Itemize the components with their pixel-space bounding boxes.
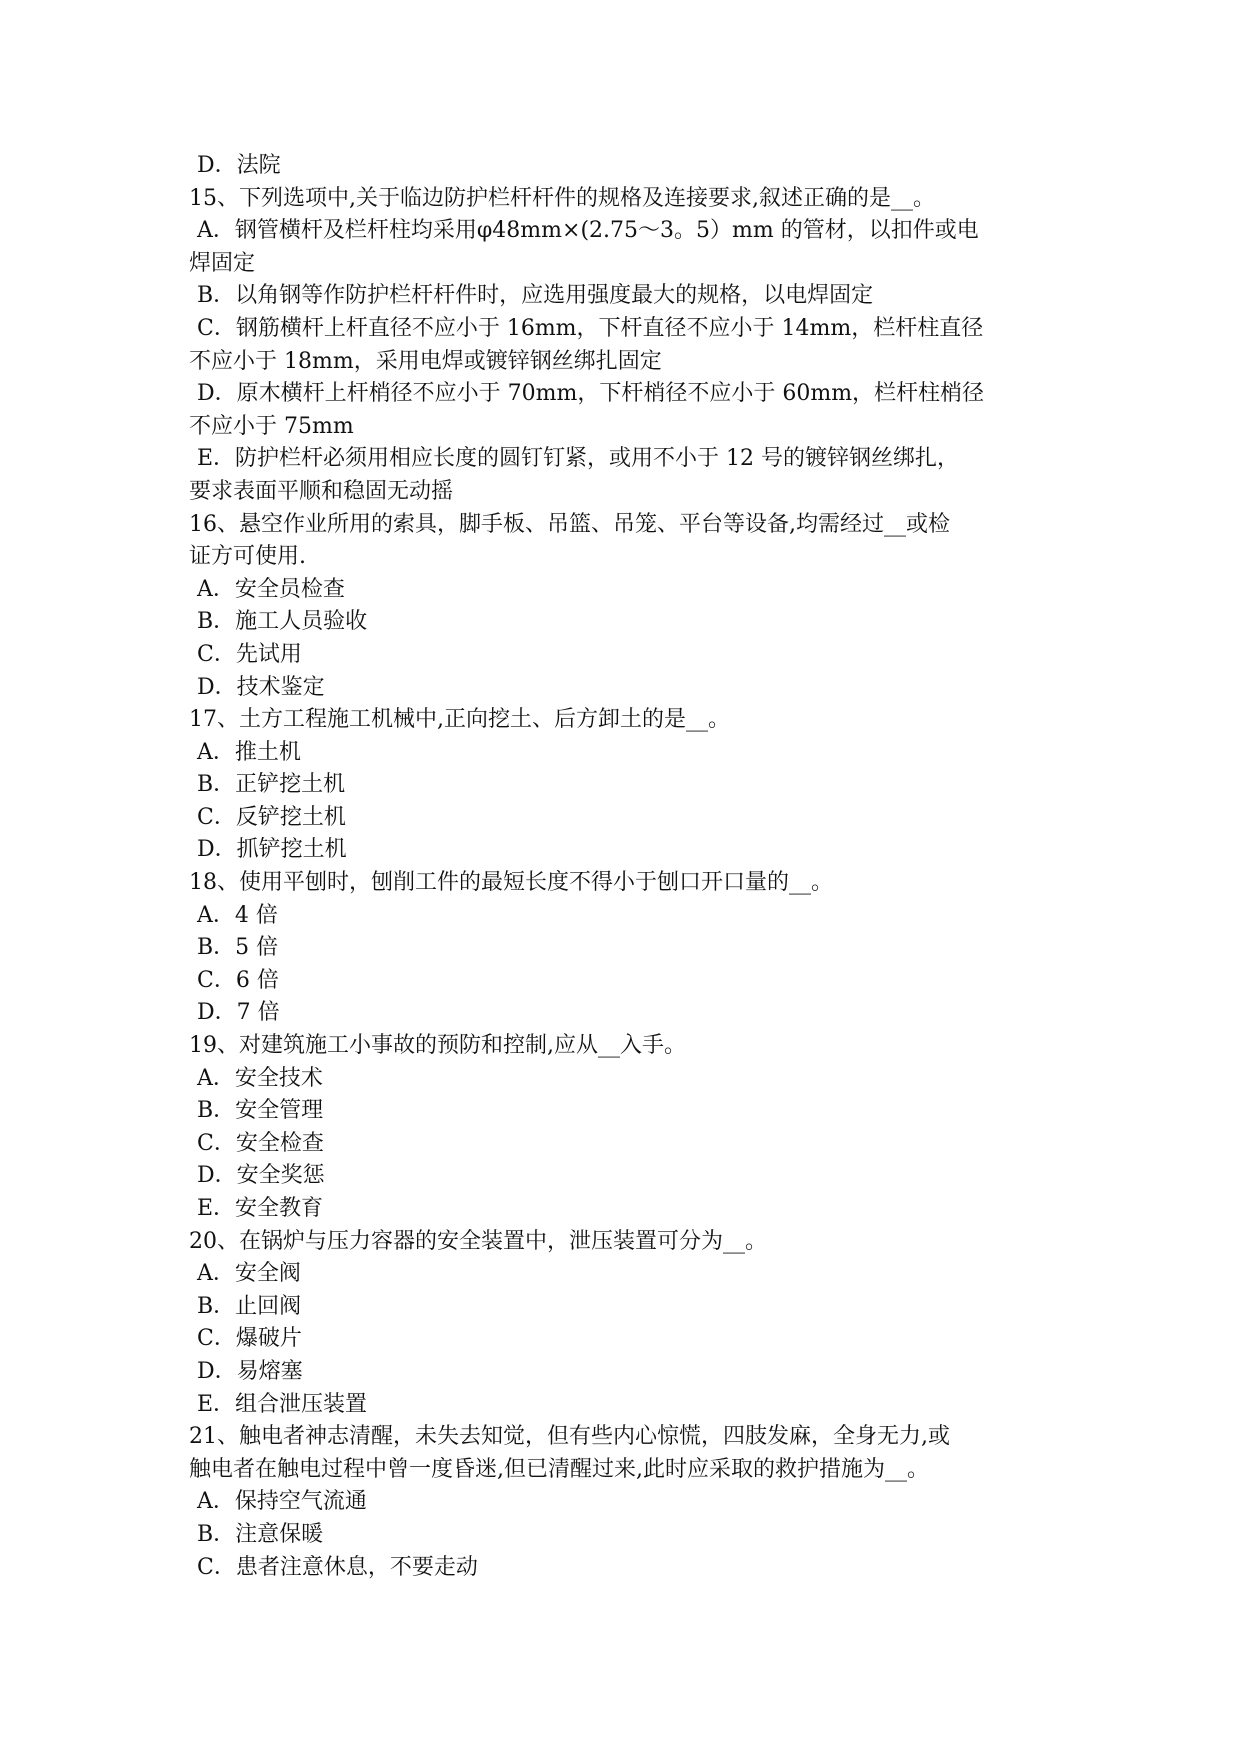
option-line: C．6 倍: [197, 967, 279, 993]
continuation-line: 不应小于 75mm: [189, 413, 354, 439]
option-line: E．安全教育: [197, 1196, 324, 1221]
option-line: D．技术鉴定: [197, 674, 325, 700]
option-line: D．原木横杆上杆梢径不应小于 70mm，下杆梢径不应小于 60mm，栏杆柱梢径: [197, 381, 985, 407]
continuation-line: 不应小于 18mm，采用电焊或镀锌钢丝绑扎固定: [189, 348, 662, 374]
option-line: E．组合泄压装置: [197, 1391, 368, 1417]
continuation-line: 焊固定: [189, 250, 256, 276]
option-line: D．安全奖惩: [197, 1163, 325, 1189]
option-line: C．先试用: [197, 641, 302, 667]
option-line: C．钢筋横杆上杆直径不应小于 16mm，下杆直径不应小于 14mm，栏杆柱直径: [197, 315, 984, 341]
option-line: A．保持空气流通: [197, 1489, 367, 1515]
question-line: 19、对建筑施工小事故的预防和控制,应从__入手。: [189, 1033, 686, 1059]
option-line: A．安全技术: [197, 1065, 323, 1091]
option-line: E．防护栏杆必须用相应长度的圆钉钉紧，或用不小于 12 号的镀锌钢丝绑扎，: [197, 446, 960, 472]
option-line: A．安全阀: [197, 1261, 301, 1287]
option-line: B．5 倍: [197, 935, 279, 961]
question-line: 16、悬空作业所用的索具，脚手板、吊篮、吊笼、平台等设备,均需经过__或检: [189, 511, 950, 537]
option-line: A．推土机: [197, 739, 301, 765]
continuation-line: 要求表面平顺和稳固无动摇: [189, 478, 454, 504]
option-line: A．安全员检查: [197, 576, 345, 602]
question-text-block: [189, 150, 1067, 1584]
question-line: 20、在锅炉与压力容器的安全装置中，泄压装置可分为__。: [189, 1228, 767, 1254]
option-line: C．患者注意休息，不要走动: [197, 1554, 478, 1580]
question-line: 17、土方工程施工机械中,正向挖土、后方卸土的是__。: [189, 707, 730, 733]
option-line: C．安全检查: [197, 1130, 324, 1156]
option-line: B．注意保暖: [197, 1521, 324, 1547]
question-line: 18、使用平刨时，刨削工件的最短长度不得小于刨口开口量的__。: [189, 870, 833, 896]
option-line: D．抓铲挖土机: [197, 837, 347, 863]
option-line: B．正铲挖土机: [197, 772, 346, 798]
continuation-line: 触电者在触电过程中曾一度昏迷,但已清醒过来,此时应采取的救护措施为__。: [189, 1456, 929, 1482]
option-line: B．施工人员验收: [197, 609, 368, 635]
option-line: D．法院: [197, 153, 281, 178]
option-line: A．钢管横杆及栏杆柱均采用φ48mm×(2.75～3。5）mm 的管材，以扣件或电: [197, 218, 979, 244]
option-line: C．爆破片: [197, 1326, 302, 1352]
option-line: A．4 倍: [197, 902, 278, 928]
question-line: 21、触电者神志清醒，未失去知觉，但有些内心惊慌，四肢发麻，全身无力,或: [189, 1424, 950, 1450]
option-line: D．易熔塞: [197, 1358, 303, 1384]
option-line: C．反铲挖土机: [197, 804, 346, 830]
continuation-line: 证方可使用.: [189, 544, 306, 570]
option-line: B．安全管理: [197, 1098, 324, 1124]
option-line: D．7 倍: [197, 1000, 280, 1026]
question-line: 15、下列选项中,关于临边防护栏杆杆件的规格及连接要求,叙述正确的是__。: [189, 185, 935, 211]
option-line: B．以角钢等作防护栏杆杆件时，应选用强度最大的规格，以电焊固定: [197, 283, 874, 309]
option-line: B．止回阀: [197, 1293, 302, 1319]
